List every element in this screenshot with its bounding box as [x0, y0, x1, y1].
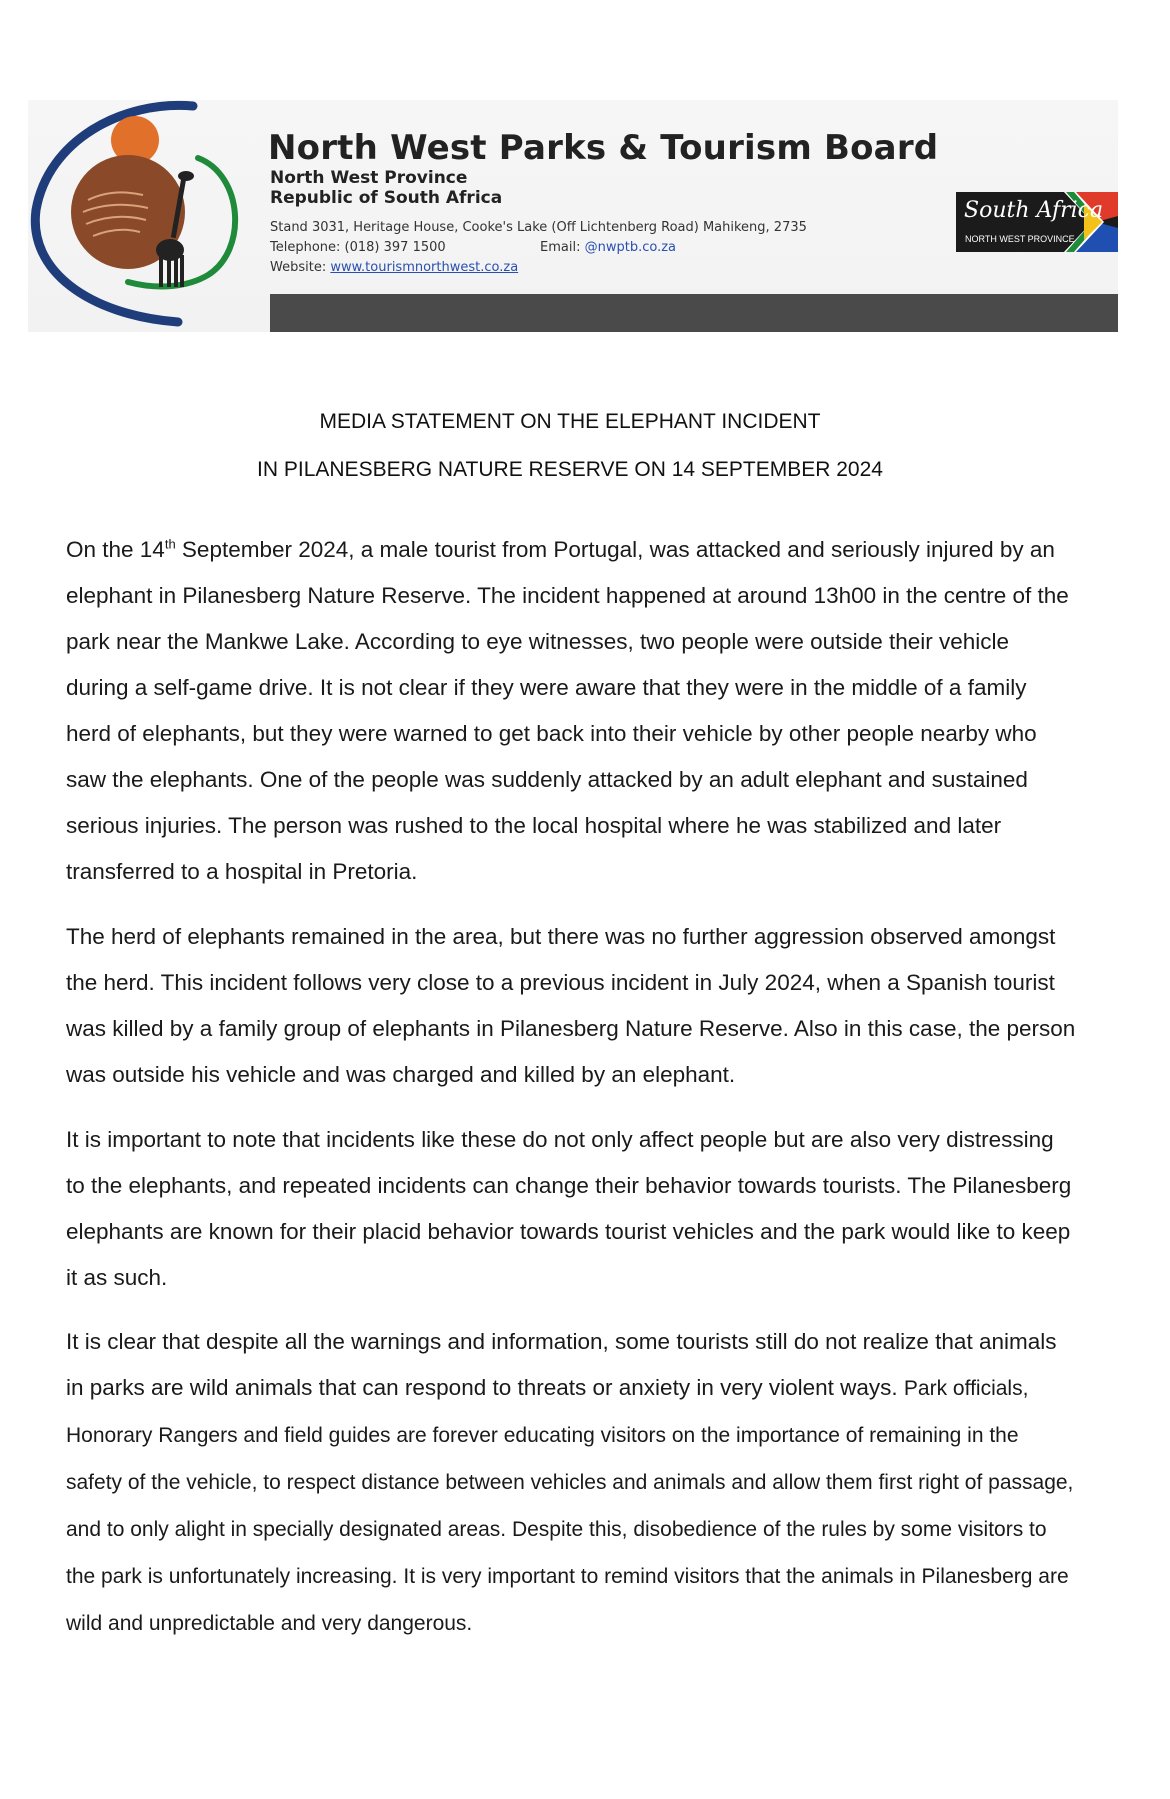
paragraph-3: It is important to note that incidents like these do not only affect people but are also very distressing to the elephants, and repeated incidents can change their behavior towards tourists. The Pilanesberg elephants are known for their placid behavior towards tourist vehicles and the park would like to keep it as such.: [66, 1127, 1072, 1290]
badge-subtitle: NORTH WEST PROVINCE: [965, 234, 1075, 244]
paragraph-4: [66, 1319, 1076, 1647]
email-label: Email:: [540, 240, 581, 255]
country: Republic of South Africa: [270, 188, 503, 208]
email-value[interactable]: @nwptb.co.za: [584, 240, 676, 255]
statement-title-line-1: MEDIA STATEMENT ON THE ELEPHANT INCIDENT: [319, 410, 821, 433]
address: Stand 3031, Heritage House, Cooke's Lake (Off Lichtenberg Road) Mahikeng, 2735: [270, 220, 807, 235]
email: [540, 240, 676, 255]
paragraph-4-rest: Park officials, Honorary Rangers and field guides are forever educating visitors on the importance of remaining in the safety of the vehicle, to respect distance between vehicles and animals and allow them first right of passage, and to only alight in specially designated areas. Despite this, disobedience of the rules by some visitors to the park is unfortunately increasing. It is very important to remind visitors that the animals in Pilanesberg are wild and unpredictable and very dangerous.: [66, 1377, 1074, 1635]
website-link[interactable]: www.tourismnorthwest.co.za: [330, 260, 519, 275]
province: North West Province: [270, 168, 468, 188]
telephone-value: (018) 397 1500: [344, 240, 446, 255]
paragraph-4-start: It is clear that despite all the warnings and information, some tourists still do not realize that animals in parks are wild animals that can respond to threats or anxiety in very violent ways.: [66, 1329, 1057, 1400]
paragraph-2: The herd of elephants remained in the area, but there was no further aggression observed amongst the herd. This incident follows very close to a previous incident in July 2024, when a Spanish tourist was killed by a family group of elephants in Pilanesberg Nature Reserve. Also in this case, the person was outside his vehicle and was charged and killed by an elephant.: [66, 924, 1076, 1087]
telephone: [270, 240, 446, 255]
header-bar: [270, 294, 1118, 332]
paragraph-1-start: On the 14: [66, 537, 165, 562]
paragraph-1-rest: September 2024, a male tourist from Portugal, was attacked and seriously injured by an elephant in Pilanesberg Nature Reserve. The incident happened at around 13h00 in the centre of the park near the Mankwe Lake. According to eye witnesses, two people were outside their vehicle during a self-game drive. It is not clear if they were aware that they were in the middle of a family herd of elephants, but they were warned to get back into their vehicle by other people nearby who saw the elephants. One of the people was suddenly attacked by an adult elephant and sustained serious injuries. The person was rushed to the local hospital where he was stabilized and later transferred to a hospital in Pretoria.: [66, 537, 1069, 884]
statement-title-line-2: IN PILANESBERG NATURE RESERVE ON 14 SEPTEMBER 2024: [257, 458, 883, 481]
telephone-label: Telephone:: [270, 240, 341, 255]
letterhead: [28, 100, 1118, 332]
badge-title: South Africa: [964, 198, 1104, 223]
ordinal-suffix: th: [164, 536, 176, 552]
website: [270, 260, 518, 275]
paragraph-1: [66, 527, 1076, 895]
website-label: Website:: [270, 260, 327, 275]
org-name: North West Parks & Tourism Board: [268, 128, 939, 168]
nwptb-logo: [28, 100, 268, 332]
